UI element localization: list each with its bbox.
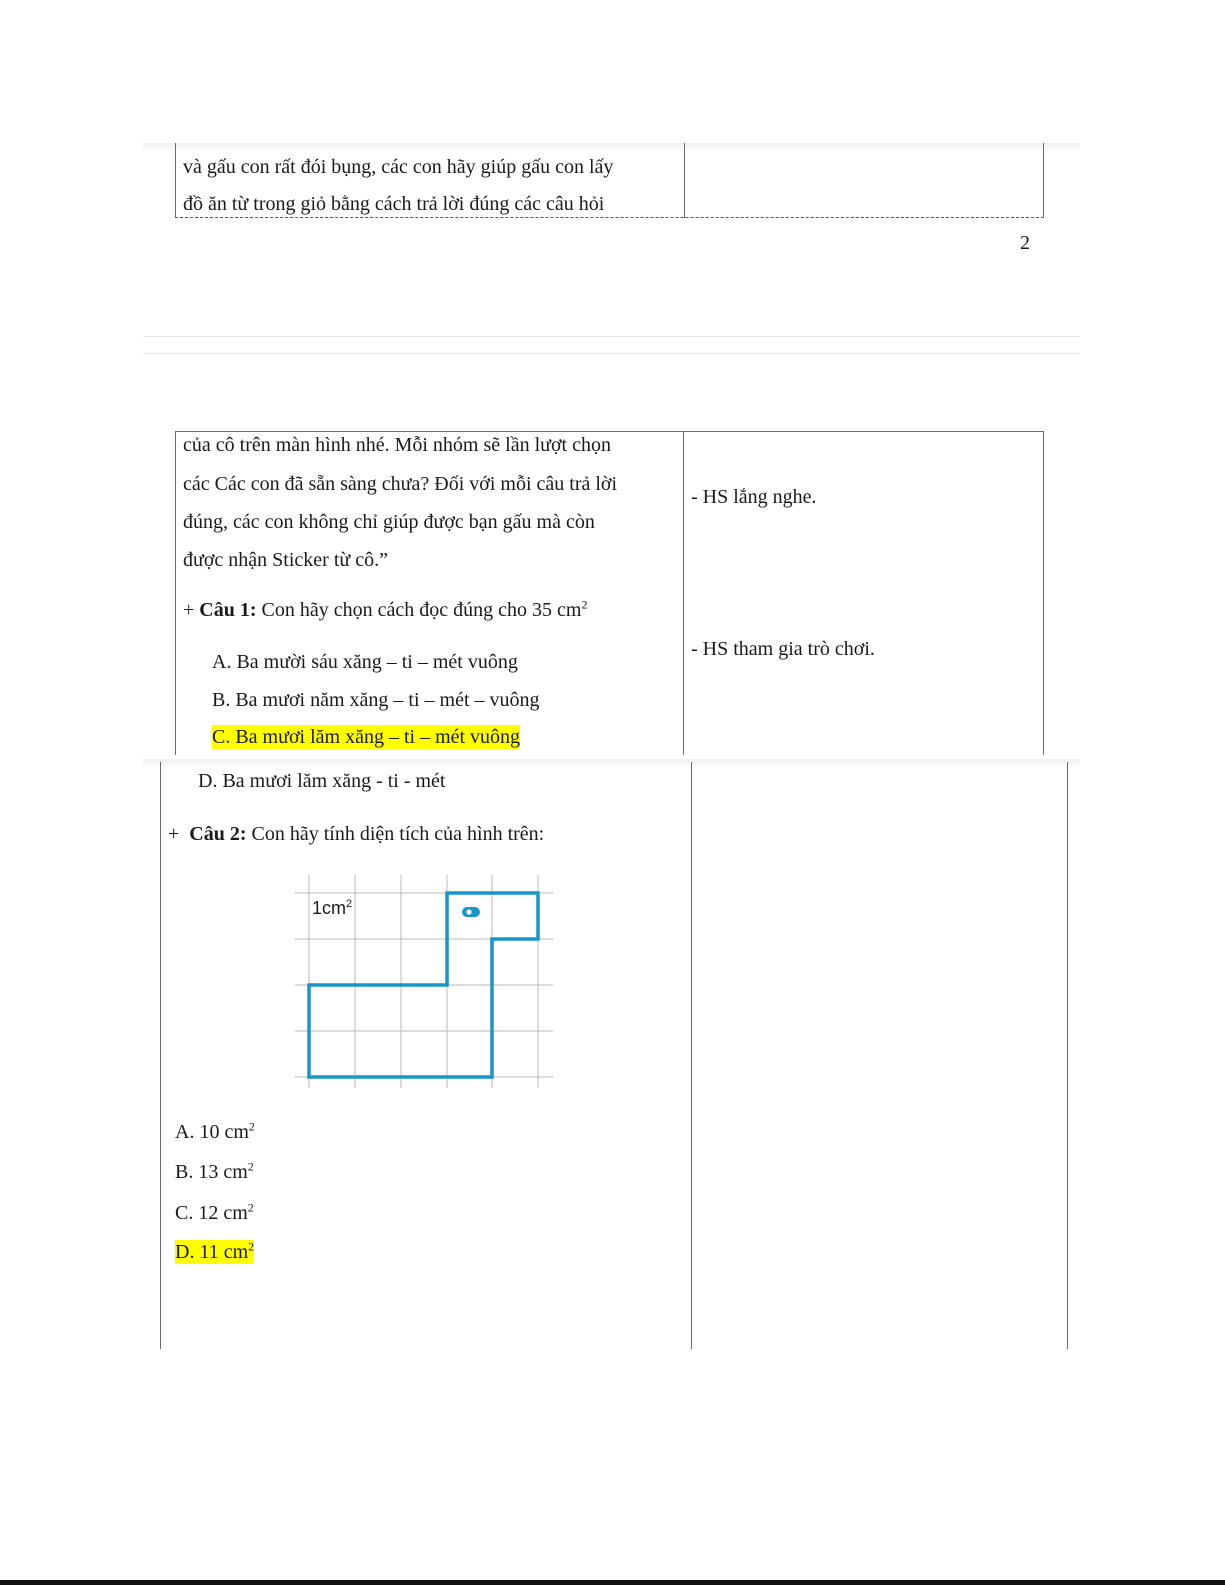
table-bottom-dashed [175, 217, 1044, 218]
intro-line-1: của cô trên màn hình nhé. Mỗi nhóm sẽ lần lượt chọn [183, 434, 611, 456]
q2-option-b [175, 1160, 254, 1184]
option-text: Ba mươi năm xăng – ti – mét – vuông [235, 689, 540, 711]
q1-option-a [212, 650, 518, 674]
intro-line-4: được nhận Sticker từ cô.” [183, 549, 388, 571]
option-text: Ba mười sáu xăng – ti – mét vuông [236, 651, 518, 673]
table-border-mid [691, 762, 692, 1349]
option-letter: A. [212, 651, 232, 673]
option-letter: C. [212, 726, 231, 748]
top-text-line-1: và gấu con rất đói bụng, các con hãy giúp gấu con lấy [183, 156, 614, 178]
option-letter: D. [198, 770, 218, 792]
q1-option-d [198, 769, 446, 793]
table-border-left [160, 762, 161, 1349]
top-text-line-2: đồ ăn từ trong giỏ bằng cách trả lời đúng các câu hỏi [183, 193, 605, 215]
table-border-mid [684, 143, 685, 218]
q1-option-c-correct [212, 725, 520, 749]
option-sup: 2 [248, 1239, 255, 1254]
table-border-left [175, 143, 176, 218]
option-letter: B. [212, 689, 231, 711]
table-border-top [175, 431, 1044, 432]
page-edge-shadow [143, 143, 1080, 153]
question-2-label: Câu 2: [189, 823, 247, 845]
eye-icon [462, 907, 480, 917]
question-1-text: Con hãy chọn cách đọc đúng cho 35 cm [256, 599, 582, 621]
grid-unit-label [312, 897, 352, 919]
table-border-mid [683, 431, 684, 755]
option-text: Ba mươi lăm xăng – ti – mét vuông [235, 726, 521, 748]
question-1-prefix: + [183, 599, 200, 621]
q2-option-c [175, 1201, 254, 1225]
q1-option-b [212, 688, 540, 712]
option-value: 13 cm [198, 1161, 248, 1183]
page-gap-edge-top [143, 336, 1080, 337]
table-border-left [175, 431, 176, 755]
grid-unit-text: 1cm [312, 898, 347, 918]
option-sup: 2 [248, 1119, 255, 1134]
grid-unit-sup: 2 [346, 898, 353, 910]
table-border-right [1067, 762, 1068, 1349]
option-value: 12 cm [198, 1202, 248, 1224]
question-1-sup: 2 [581, 597, 588, 612]
intro-line-3: đúng, các con không chỉ giúp được bạn gấu mà còn [183, 511, 595, 533]
question-1 [183, 598, 587, 622]
option-sup: 2 [247, 1200, 254, 1215]
q2-option-d-correct [175, 1240, 254, 1264]
page-number: 2 [1020, 232, 1030, 254]
question-2 [168, 822, 544, 846]
option-value: 11 cm [199, 1241, 249, 1263]
option-letter: A. [175, 1121, 195, 1143]
right-note-play: - HS tham gia trò chơi. [691, 638, 875, 660]
bottom-edge-bar [0, 1580, 1225, 1585]
question-2-text: Con hãy tính diện tích của hình trên: [246, 823, 545, 845]
right-note-listen: - HS lắng nghe. [691, 486, 817, 508]
page-edge-shadow [143, 759, 1080, 769]
option-letter: C. [175, 1202, 194, 1224]
q2-option-a [175, 1120, 255, 1144]
option-text: Ba mươi lăm xăng - ti - mét [222, 770, 446, 792]
option-sup: 2 [247, 1159, 254, 1174]
option-letter: D. [175, 1241, 195, 1263]
table-border-right [1043, 431, 1044, 755]
table-border-right [1043, 143, 1044, 218]
intro-line-2: các Các con đã sẵn sàng chưa? Đối với mỗi câu trả lời [183, 473, 618, 495]
page-gap-edge-bottom [143, 353, 1080, 354]
question-2-prefix: + [168, 823, 185, 845]
option-letter: B. [175, 1161, 194, 1183]
question-1-label: Câu 1: [199, 599, 257, 621]
option-value: 10 cm [199, 1121, 249, 1143]
